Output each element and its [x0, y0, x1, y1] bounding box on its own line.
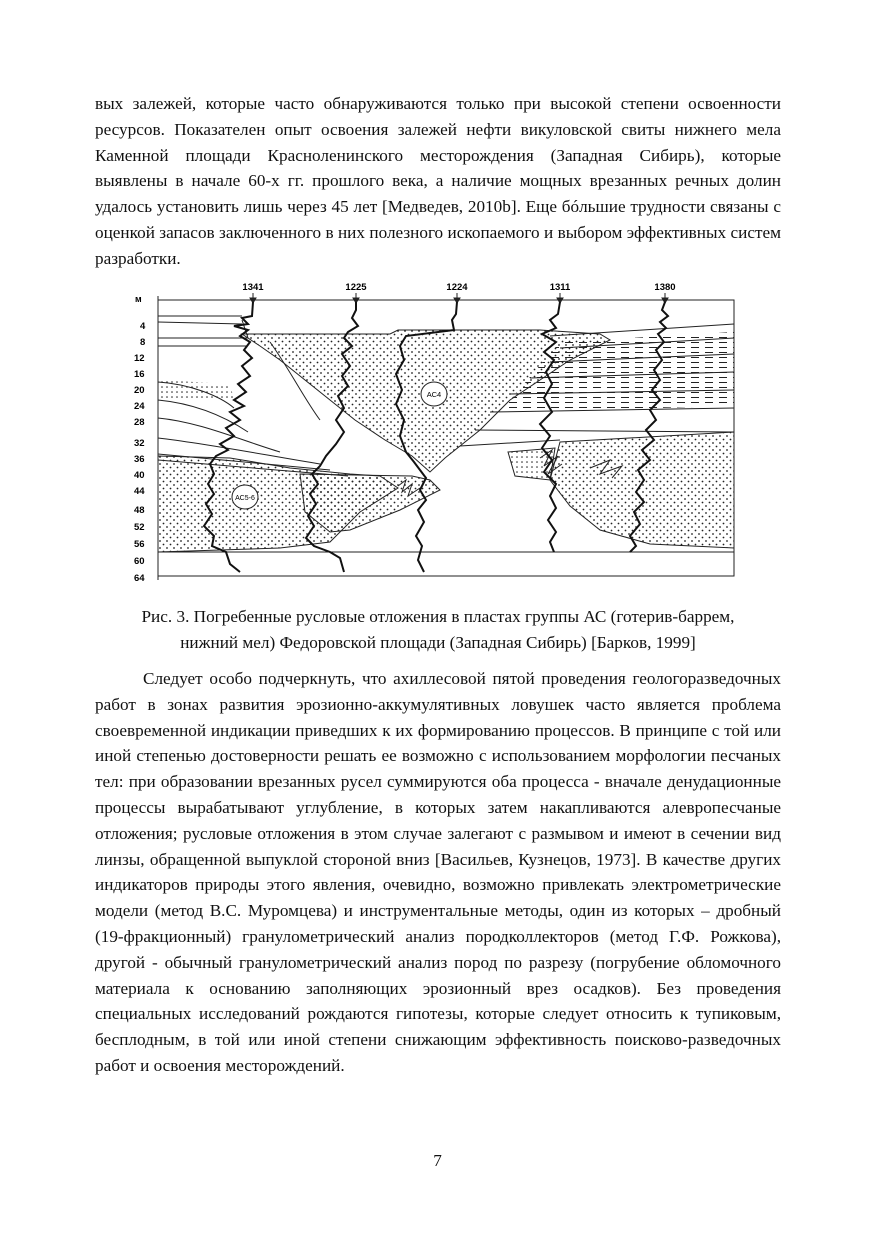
formation-label-upper [421, 382, 447, 406]
depth-label: 36 [134, 454, 145, 465]
well-label: 1224 [446, 282, 468, 293]
paragraph-intro: вых залежей, которые часто обнаруживаются только при высокой степени освоенности ресурсов. Показателен опыт освоения залежей нефти викуловской свиты нижнего мела Каменной площади Красноленинского месторождения (Западная Сибирь), которые выявлены в начале 60-х гг. прошлого века, а наличие мощных врезанных речных долин удалось установить лишь через 45 лет [Медведев, 2010b]. Еще бóльшие трудности связаны с оценкой запасов заключенного в них полезного ископаемого и выбором эффективных систем разработки. [95, 94, 781, 268]
geological-cross-section-figure [130, 280, 744, 586]
depth-label: 48 [134, 505, 145, 516]
figure-caption [95, 604, 781, 656]
depth-label: 40 [134, 470, 145, 481]
formation-label-lower [232, 485, 258, 509]
caption-line-2: нижний мел) Федоровской площади (Западная Сибирь) [Барков, 1999] [180, 632, 696, 652]
depth-label: 24 [134, 401, 145, 412]
page-number: 7 [433, 1151, 442, 1170]
depth-label: 44 [134, 486, 145, 497]
depth-label: 4 [140, 321, 146, 332]
depth-label: 60 [134, 556, 145, 567]
paragraph-main: Следует особо подчеркнуть, что ахиллесовой пятой проведения геологоразведочных работ в зонах развития эрозионно-аккумулятивных ловушек часто является проблема своевременной индикации приведших к их формированию процессов. В принципе с той или иной степенью достоверности решать ее возможно с использованием морфологии песчаных тел: при образовании врезанных русел суммируются оба процесса - вначале денудационные процессы вырабатывают углубление, в которых затем накапливаются алевропесчаные отложения; русловые отложения в этом случае залегают с размывом и имеют в сечении вид линзы, обращенной выпуклой стороной вниз [Васильев, Кузнецов, 1973]. В качестве других индикаторов природы этого явления, очевидно, возможно привлекать электрометрические модели (метод В.С. Муромцева) и инструментальные методы, один из которых – дробный (19-фракционный) гранулометрический анализ породколлекторов (метод Г.Ф. Рожкова), другой - обычный гранулометрический анализ пород по разрезу (погрубение обломочного материала к основанию заполняющих эрозионный врез осадков). Без проведения специальных исследований рождаются гипотезы, которые следует относить к тупиковым, бесплодным, в той или иной степени снижающим эффективность поисково-разведочных работ и освоения месторождений. [95, 669, 781, 1075]
depth-label: 20 [134, 385, 145, 396]
depth-label: 12 [134, 353, 145, 364]
depth-label: 8 [140, 337, 146, 348]
depth-label: 56 [134, 539, 145, 550]
depth-label: 16 [134, 369, 145, 380]
well-label: 1380 [654, 282, 676, 293]
caption-line-1: Рис. 3. Погребенные русловые отложения в пластах группы АС (готерив-баррем, [141, 607, 735, 626]
well-label: 1311 [549, 282, 571, 293]
well-labels [242, 282, 675, 293]
depth-label: 32 [134, 438, 145, 449]
depth-label: 28 [134, 417, 145, 428]
depth-tick-labels [134, 321, 146, 584]
well-label: 1341 [242, 282, 264, 293]
depth-label: 52 [134, 522, 145, 533]
well-label: 1225 [345, 282, 367, 293]
depth-label: 64 [134, 573, 145, 584]
svg-text:АС5-6: АС5-6 [235, 495, 255, 502]
depth-unit-label: м [135, 294, 142, 304]
svg-text:АС4: АС4 [426, 390, 442, 399]
